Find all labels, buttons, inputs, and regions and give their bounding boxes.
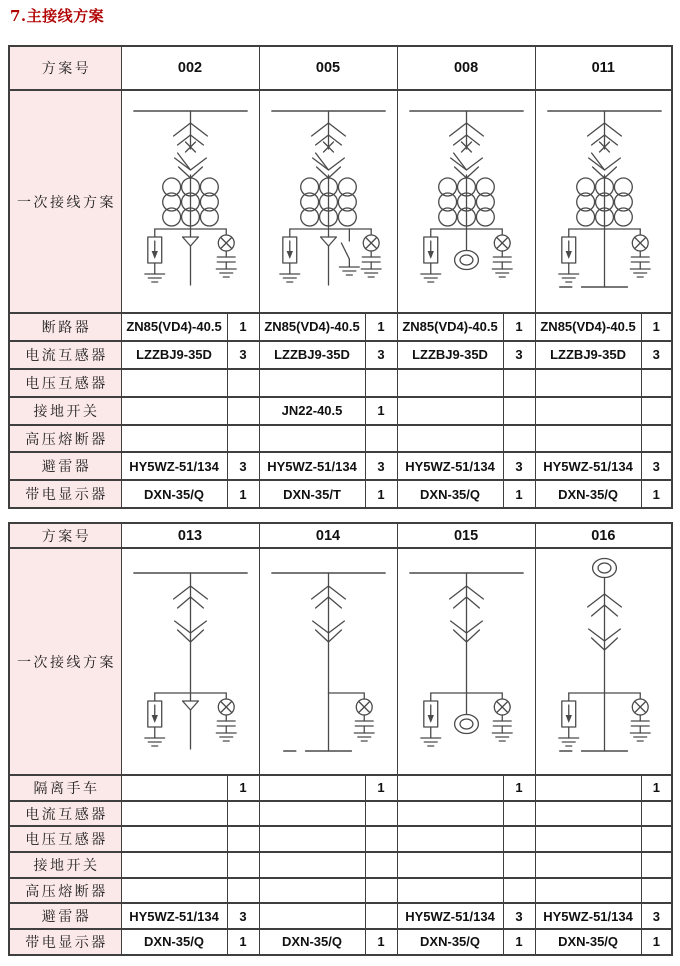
equipment-label: 高压熔断器 <box>9 878 121 904</box>
qty-cell: 1 <box>503 775 535 801</box>
equipment-label: 避雷器 <box>9 903 121 929</box>
qty-cell: 1 <box>365 929 397 955</box>
model-cell <box>259 852 365 878</box>
qty-cell <box>365 903 397 929</box>
table-row <box>9 369 672 397</box>
model-cell <box>535 878 641 904</box>
model-cell: DXN-35/Q <box>397 480 503 508</box>
equipment-label: 接地开关 <box>9 852 121 878</box>
equipment-label: 隔离手车 <box>9 775 121 801</box>
table-row <box>9 903 672 929</box>
model-cell <box>121 397 227 425</box>
qty-cell <box>365 369 397 397</box>
model-cell <box>121 425 227 453</box>
qty-cell <box>641 878 672 904</box>
model-cell <box>535 801 641 827</box>
qty-cell <box>227 397 259 425</box>
table-row <box>9 801 672 827</box>
qty-cell <box>365 826 397 852</box>
scheme-number: 013 <box>121 523 259 548</box>
qty-cell: 3 <box>227 341 259 369</box>
qty-cell: 1 <box>365 313 397 341</box>
qty-cell: 1 <box>503 929 535 955</box>
diagram-cell <box>535 90 672 313</box>
scheme-no-header: 方案号 <box>9 46 121 90</box>
qty-cell <box>227 878 259 904</box>
model-cell: DXN-35/Q <box>535 929 641 955</box>
diagram-cell <box>397 548 535 775</box>
diagram-cell <box>259 90 397 313</box>
model-cell: HY5WZ-51/134 <box>121 903 227 929</box>
model-cell: DXN-35/Q <box>121 480 227 508</box>
qty-cell <box>227 801 259 827</box>
table-row <box>9 425 672 453</box>
qty-cell: 1 <box>365 775 397 801</box>
single-line-diagram-015 <box>398 549 535 774</box>
table-row <box>9 480 672 508</box>
qty-cell: 1 <box>641 480 672 508</box>
equipment-label: 避雷器 <box>9 452 121 480</box>
model-cell <box>121 801 227 827</box>
model-cell <box>259 425 365 453</box>
diagram-cell <box>259 548 397 775</box>
model-cell <box>259 903 365 929</box>
qty-cell <box>503 369 535 397</box>
model-cell <box>259 801 365 827</box>
model-cell <box>259 369 365 397</box>
model-cell <box>397 852 503 878</box>
model-cell: JN22-40.5 <box>259 397 365 425</box>
qty-cell: 1 <box>641 313 672 341</box>
qty-cell: 3 <box>365 452 397 480</box>
table-row <box>9 397 672 425</box>
qty-cell: 1 <box>227 929 259 955</box>
diagram-cell <box>121 90 259 313</box>
model-cell <box>121 826 227 852</box>
qty-cell <box>227 826 259 852</box>
qty-cell <box>641 369 672 397</box>
qty-cell <box>227 425 259 453</box>
model-cell: HY5WZ-51/134 <box>535 452 641 480</box>
equipment-label: 电流互感器 <box>9 801 121 827</box>
page-title: 7.主接线方案 <box>10 7 105 25</box>
table-row <box>9 775 672 801</box>
diagram-cell <box>397 90 535 313</box>
model-cell: ZN85(VD4)-40.5 <box>259 313 365 341</box>
model-cell <box>397 878 503 904</box>
qty-cell <box>365 878 397 904</box>
model-cell: HY5WZ-51/134 <box>535 903 641 929</box>
table-row <box>9 452 672 480</box>
scheme-table-1 <box>8 45 673 509</box>
model-cell: DXN-35/Q <box>121 929 227 955</box>
qty-cell <box>227 369 259 397</box>
table-row <box>9 852 672 878</box>
qty-cell <box>641 826 672 852</box>
qty-cell <box>641 801 672 827</box>
single-line-diagram-005 <box>260 91 397 312</box>
diagram-cell <box>121 548 259 775</box>
qty-cell <box>365 852 397 878</box>
equipment-label: 带电显示器 <box>9 929 121 955</box>
model-cell <box>259 775 365 801</box>
qty-cell <box>503 425 535 453</box>
model-cell: LZZBJ9-35D <box>535 341 641 369</box>
qty-cell <box>641 852 672 878</box>
model-cell <box>535 369 641 397</box>
model-cell <box>397 801 503 827</box>
qty-cell <box>641 425 672 453</box>
equipment-label: 带电显示器 <box>9 480 121 508</box>
scheme-table-2 <box>8 522 673 956</box>
qty-cell: 1 <box>641 775 672 801</box>
scheme-number: 016 <box>535 523 672 548</box>
model-cell: HY5WZ-51/134 <box>397 452 503 480</box>
model-cell: LZZBJ9-35D <box>259 341 365 369</box>
diagram-cell <box>535 548 672 775</box>
model-cell <box>535 852 641 878</box>
model-cell <box>259 878 365 904</box>
equipment-label: 电压互感器 <box>9 369 121 397</box>
model-cell: DXN-35/Q <box>397 929 503 955</box>
qty-cell: 3 <box>641 341 672 369</box>
equipment-label: 电流互感器 <box>9 341 121 369</box>
diagram-row-label: 一次接线方案 <box>9 90 121 313</box>
table-row <box>9 878 672 904</box>
qty-cell: 3 <box>227 452 259 480</box>
qty-cell: 3 <box>503 341 535 369</box>
model-cell <box>121 878 227 904</box>
qty-cell: 1 <box>503 480 535 508</box>
table-row <box>9 826 672 852</box>
qty-cell: 3 <box>641 452 672 480</box>
scheme-number: 011 <box>535 46 672 90</box>
qty-cell: 3 <box>503 903 535 929</box>
scheme-number: 008 <box>397 46 535 90</box>
model-cell: HY5WZ-51/134 <box>259 452 365 480</box>
single-line-diagram-014 <box>260 549 397 774</box>
qty-cell: 3 <box>641 903 672 929</box>
qty-cell <box>503 801 535 827</box>
model-cell <box>397 826 503 852</box>
model-cell: HY5WZ-51/134 <box>121 452 227 480</box>
equipment-label: 断路器 <box>9 313 121 341</box>
diagram-row-label: 一次接线方案 <box>9 548 121 775</box>
qty-cell <box>365 801 397 827</box>
qty-cell <box>503 397 535 425</box>
qty-cell: 1 <box>227 313 259 341</box>
qty-cell <box>227 852 259 878</box>
model-cell <box>535 425 641 453</box>
single-line-diagram-008 <box>398 91 535 312</box>
qty-cell: 3 <box>365 341 397 369</box>
qty-cell: 3 <box>227 903 259 929</box>
model-cell: DXN-35/Q <box>535 480 641 508</box>
qty-cell <box>503 826 535 852</box>
equipment-label: 高压熔断器 <box>9 425 121 453</box>
model-cell: ZN85(VD4)-40.5 <box>535 313 641 341</box>
model-cell: DXN-35/Q <box>259 929 365 955</box>
qty-cell <box>641 397 672 425</box>
model-cell: ZN85(VD4)-40.5 <box>121 313 227 341</box>
model-cell: LZZBJ9-35D <box>121 341 227 369</box>
scheme-no-header: 方案号 <box>9 523 121 548</box>
qty-cell: 1 <box>365 480 397 508</box>
qty-cell: 1 <box>227 480 259 508</box>
model-cell <box>397 397 503 425</box>
model-cell <box>397 775 503 801</box>
model-cell <box>535 775 641 801</box>
model-cell <box>397 369 503 397</box>
qty-cell <box>365 425 397 453</box>
qty-cell: 1 <box>503 313 535 341</box>
model-cell: ZN85(VD4)-40.5 <box>397 313 503 341</box>
model-cell: HY5WZ-51/134 <box>397 903 503 929</box>
qty-cell: 1 <box>641 929 672 955</box>
model-cell: DXN-35/T <box>259 480 365 508</box>
model-cell <box>121 369 227 397</box>
equipment-label: 电压互感器 <box>9 826 121 852</box>
single-line-diagram-016 <box>536 549 673 774</box>
qty-cell <box>503 852 535 878</box>
model-cell <box>535 826 641 852</box>
single-line-diagram-013 <box>122 549 259 774</box>
qty-cell: 1 <box>365 397 397 425</box>
scheme-number: 014 <box>259 523 397 548</box>
model-cell <box>535 397 641 425</box>
equipment-label: 接地开关 <box>9 397 121 425</box>
qty-cell: 1 <box>227 775 259 801</box>
table-row <box>9 929 672 955</box>
table-row <box>9 341 672 369</box>
model-cell <box>121 852 227 878</box>
scheme-number: 005 <box>259 46 397 90</box>
single-line-diagram-002 <box>122 91 259 312</box>
table-row <box>9 313 672 341</box>
scheme-number: 015 <box>397 523 535 548</box>
model-cell <box>259 826 365 852</box>
qty-cell <box>503 878 535 904</box>
qty-cell: 3 <box>503 452 535 480</box>
model-cell: LZZBJ9-35D <box>397 341 503 369</box>
model-cell <box>121 775 227 801</box>
scheme-number: 002 <box>121 46 259 90</box>
single-line-diagram-011 <box>536 91 673 312</box>
model-cell <box>397 425 503 453</box>
